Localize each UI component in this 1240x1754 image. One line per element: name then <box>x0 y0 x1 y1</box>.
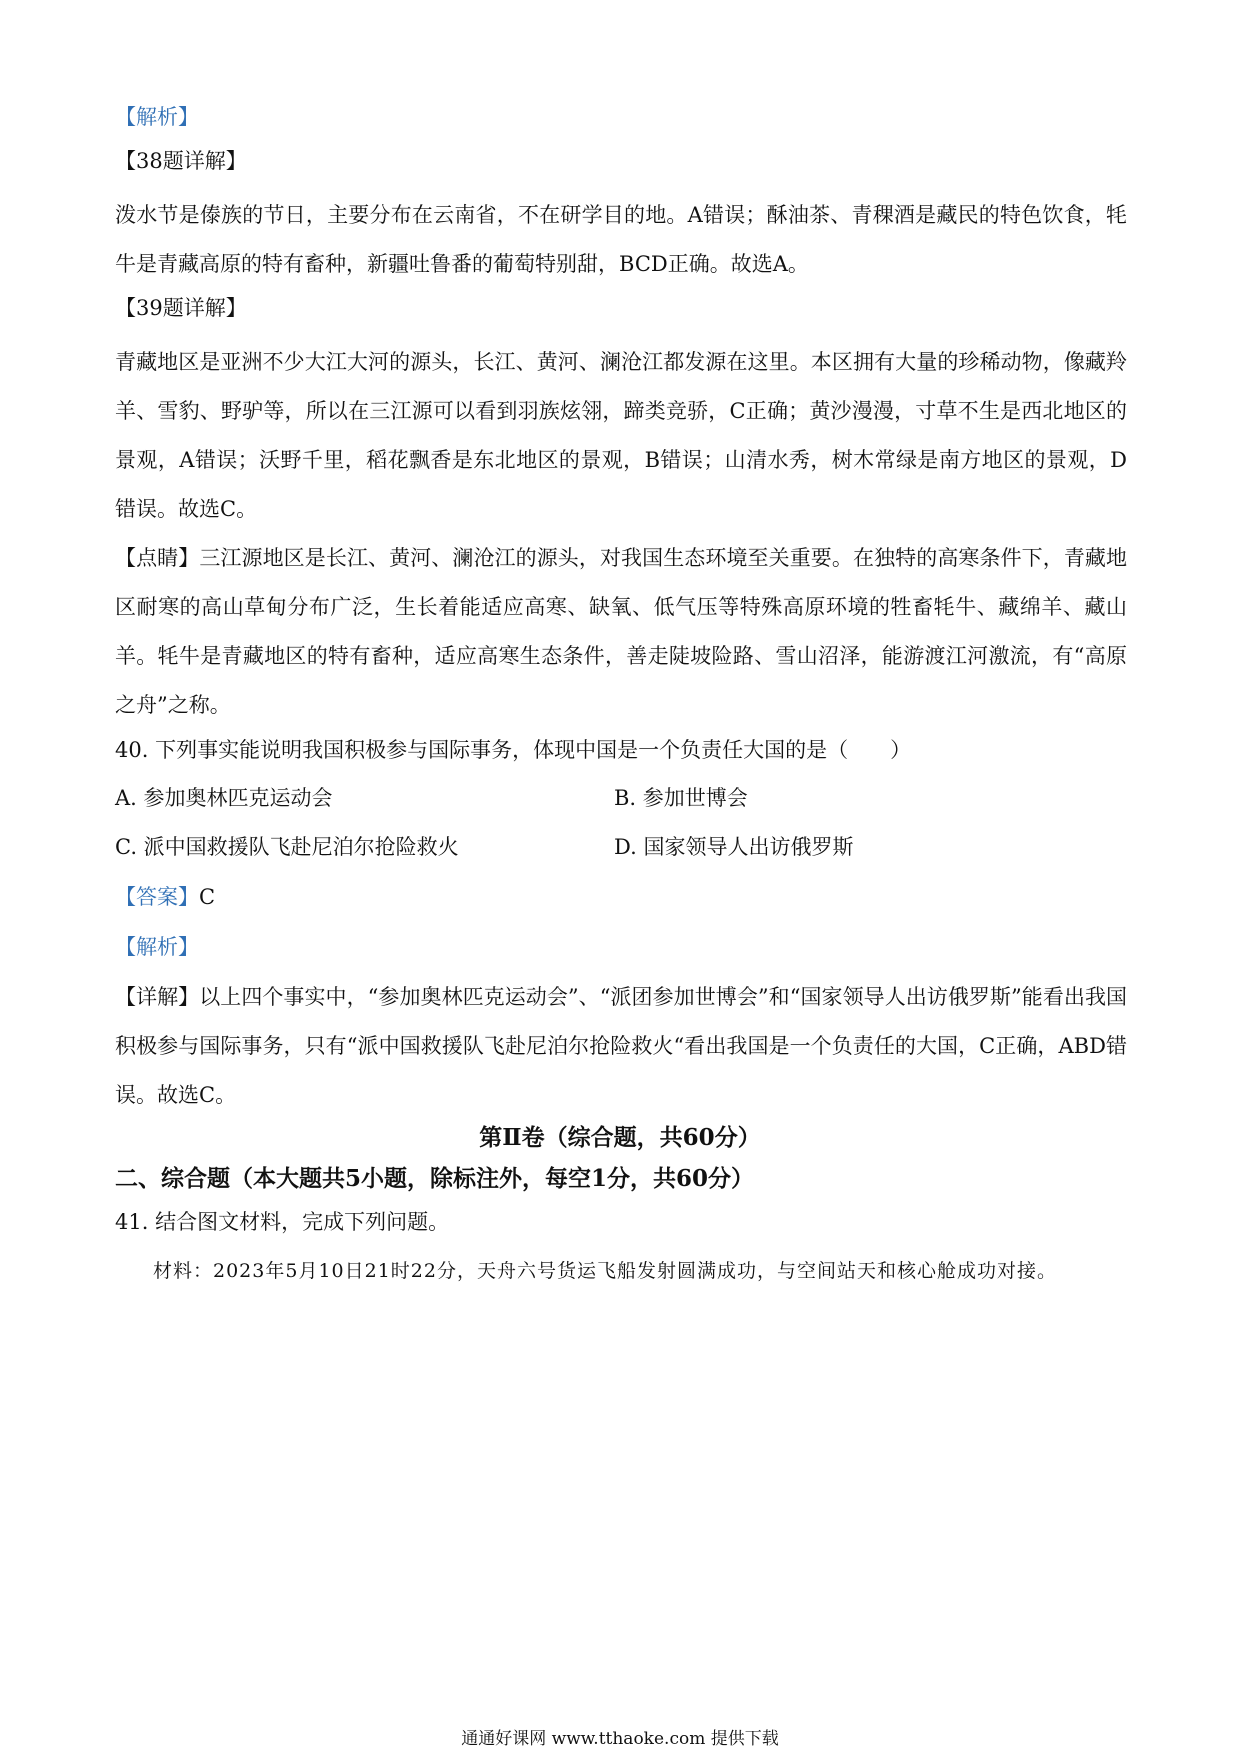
q40-stem: 40. 下列事实能说明我国积极参与国际事务，体现中国是一个负责任大国的是（ ） <box>115 738 912 762</box>
q39-detail-text: 青藏地区是亚洲不少大江大河的源头，长江、黄河、澜沧江都发源在这里。本区拥有大量的珍稀动物，像藏羚羊、雪豹、野驴等，所以在三江源可以看到羽族炫翎，蹄类竞骄，C正确；黄沙漫漫，寸草不生是西北地区的景观，A错误；沃野千里，稻花飘香是东北地区的景观，B错误；山清水秀，树木常绿是南方地区的景观，D错误。故选C。 <box>115 350 1127 521</box>
answer-tag: 【答案】 <box>115 885 199 909</box>
section-title: 二、综合题（本大题共5小题，除标注外，每空1分，共60分） <box>115 1165 755 1192</box>
q40-detail-tag: 【详解】 <box>115 985 200 1009</box>
q40-detail-text: 以上四个事实中，“参加奥林匹克运动会”、“派团参加世博会”和“国家领导人出访俄罗斯”能看出我国积极参与国际事务，只有“派中国救援队飞赴尼泊尔抢险救火“看出我国是一个负责任的大国，C正确，ABD错误。故选C。 <box>115 985 1128 1107</box>
q41-material: 材料：2023年5月10日21时22分，天舟六号货运飞船发射圆满成功，与空间站天和核心舱成功对接。 <box>153 1260 1057 1282</box>
q40-option-b: B. 参加世博会 <box>614 786 748 810</box>
analysis-tag-2: 【解析】 <box>115 935 199 959</box>
comment-block <box>115 534 1127 730</box>
q40-option-a: A. 参加奥林匹克运动会 <box>115 786 333 810</box>
analysis-tag: 【解析】 <box>115 105 199 129</box>
q40-option-d: D. 国家领导人出访俄罗斯 <box>614 835 854 859</box>
q38-detail-tag: 【38题详解】 <box>115 149 247 173</box>
footer-source: 通通好课网 www.tthaoke.com 提供下载 <box>461 1729 779 1749</box>
q41-stem: 41. 结合图文材料，完成下列问题。 <box>115 1210 450 1234</box>
q40-detail-block <box>115 973 1127 1120</box>
q38-detail-text: 泼水节是傣族的节日，主要分布在云南省，不在研学目的地。A错误；酥油茶、青稞酒是藏民的特色饮食，牦牛是青藏高原的特有畜种，新疆吐鲁番的葡萄特别甜，BCD正确。故选A。 <box>115 203 1127 276</box>
q39-detail-tag: 【39题详解】 <box>115 296 247 320</box>
q40-option-c: C. 派中国救援队飞赴尼泊尔抢险救火 <box>115 835 459 859</box>
comment-text: 三江源地区是长江、黄河、澜沧江的源头，对我国生态环境至关重要。在独特的高寒条件下，青藏地区耐寒的高山草甸分布广泛，生长着能适应高寒、缺氧、低气压等特殊高原环境的牲畜牦牛、藏绵羊、藏山羊。牦牛是青藏地区的特有畜种，适应高寒生态条件，善走陡坡险路、雪山沼泽，能游渡江河激流，有“高原之舟”之称。 <box>115 546 1127 717</box>
comment-tag: 【点睛】 <box>115 546 200 570</box>
answer-line <box>115 882 215 912</box>
volume-title: 第Ⅱ卷（综合题，共60分） <box>479 1124 761 1151</box>
answer-value: C <box>199 885 216 909</box>
